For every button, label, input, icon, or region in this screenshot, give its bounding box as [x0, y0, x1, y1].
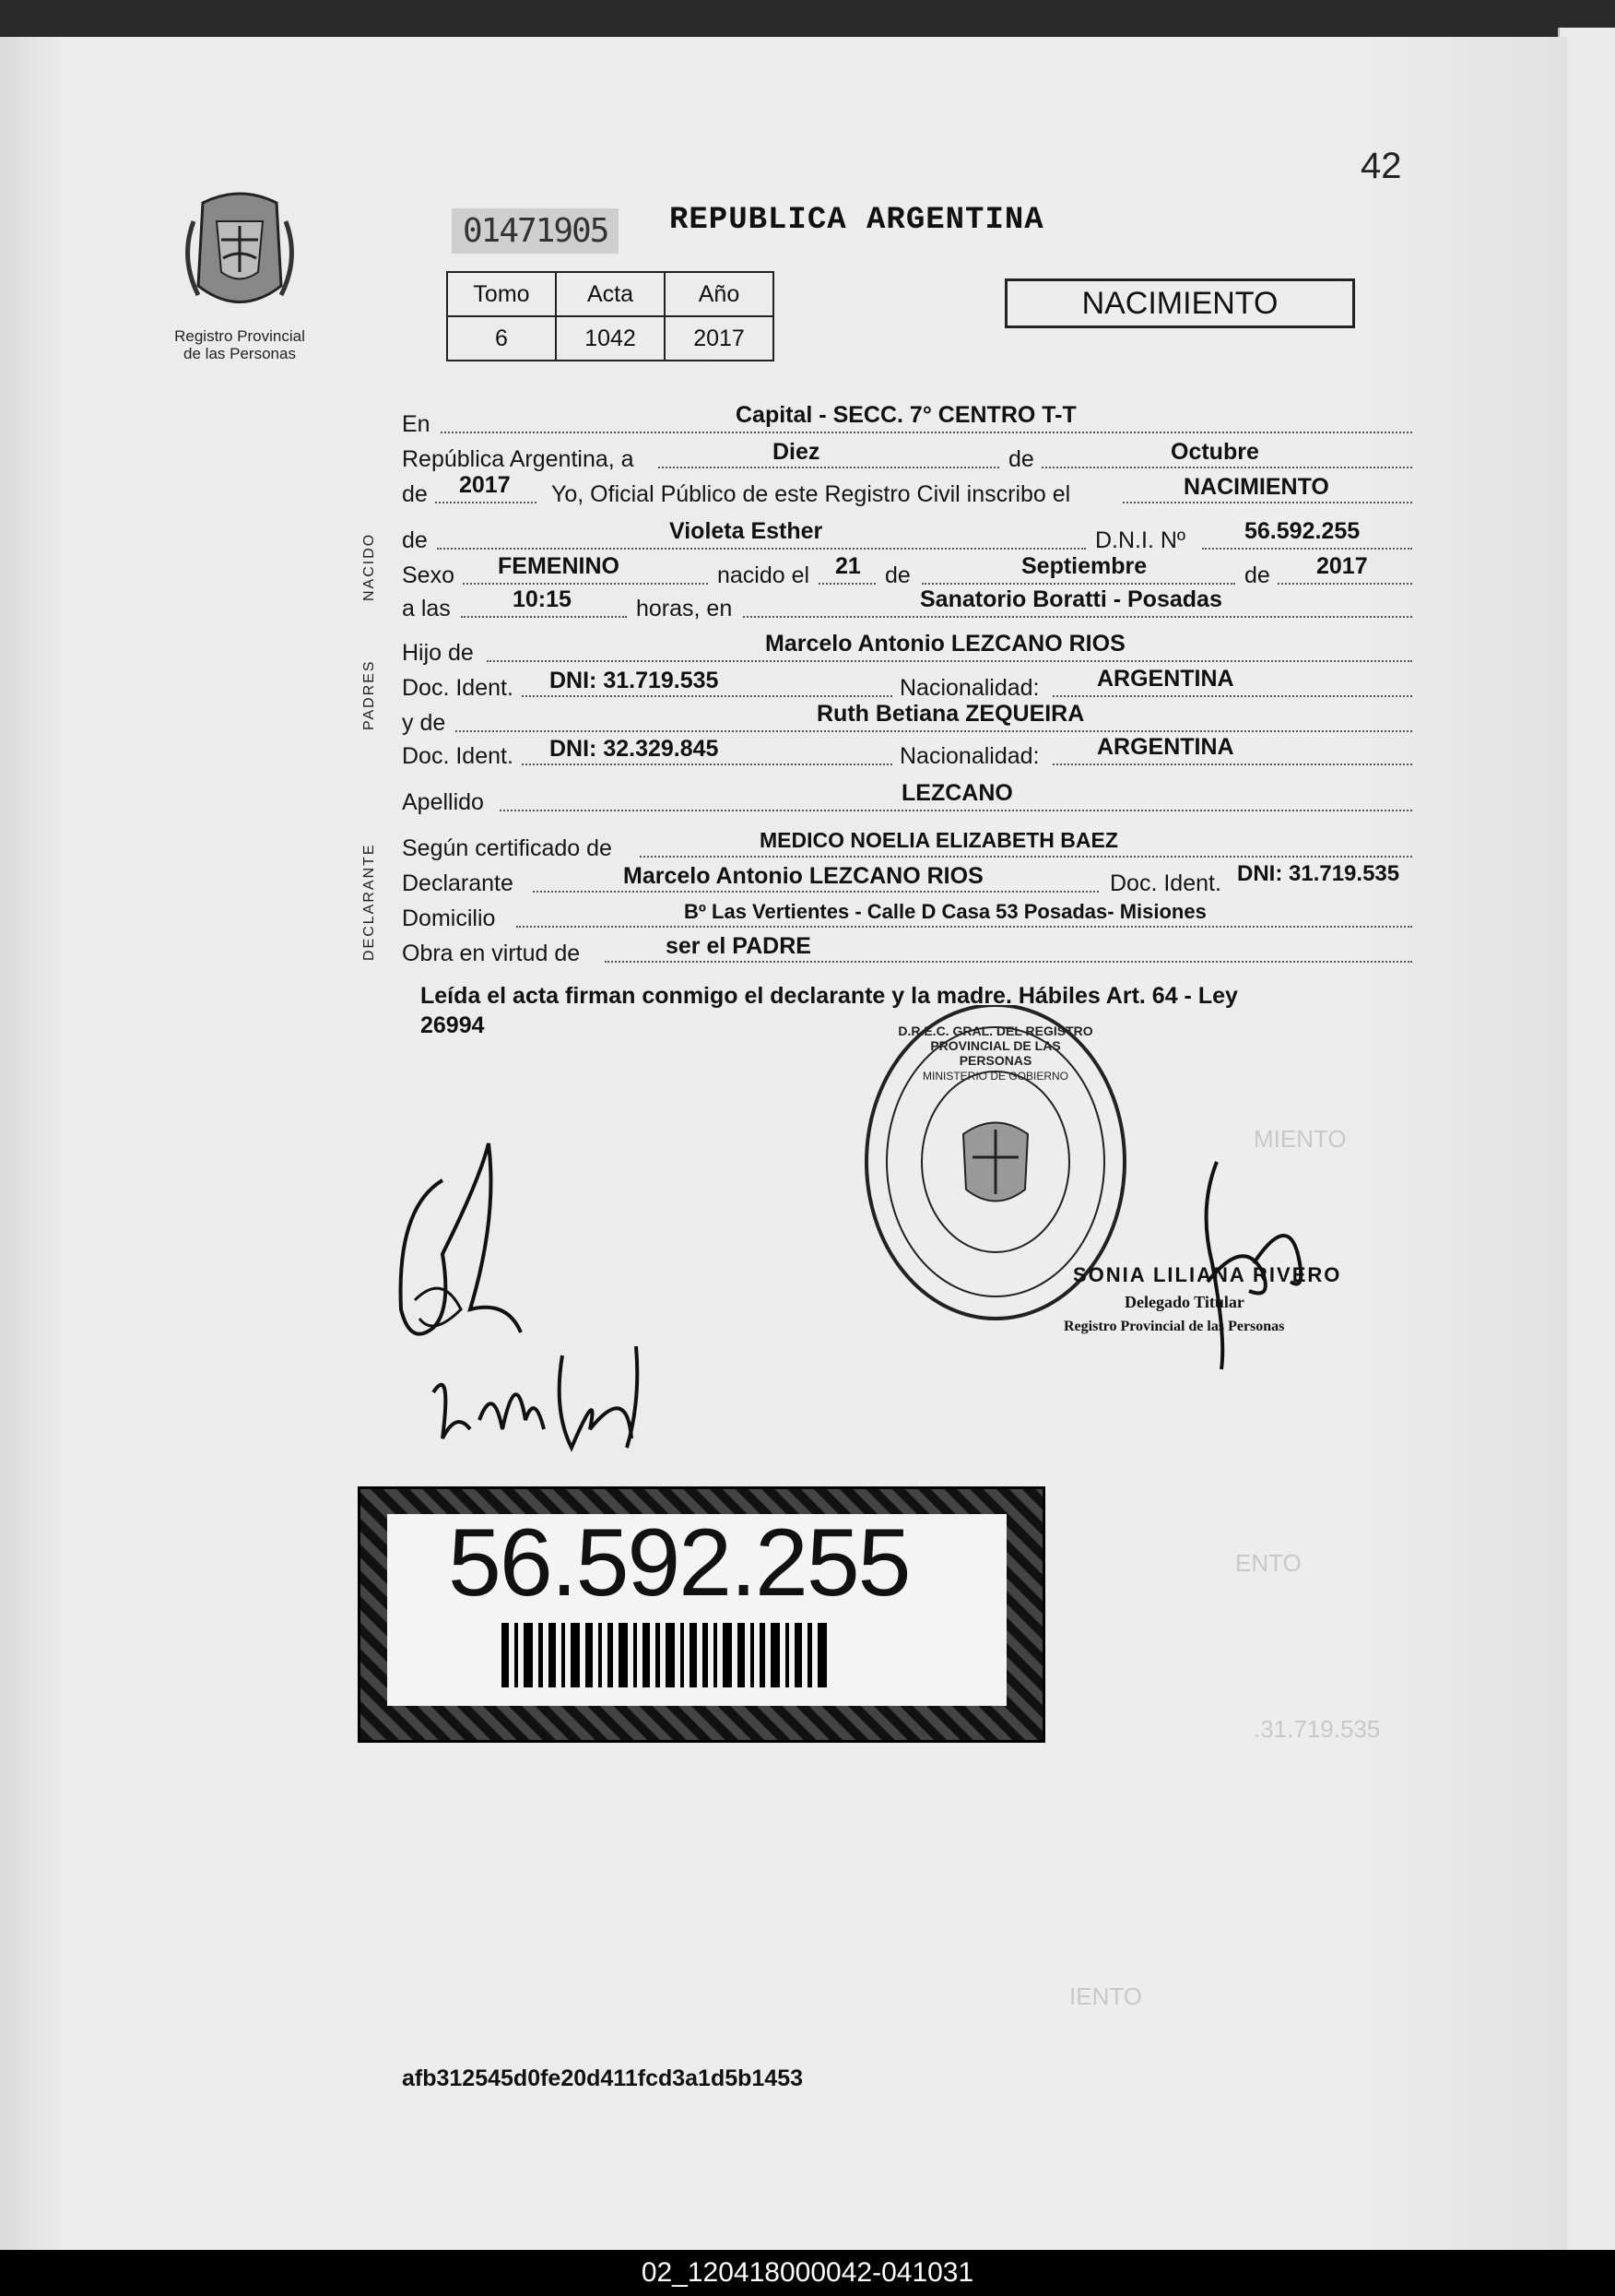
dotted-line: [1123, 502, 1412, 503]
field-birth-place: Sanatorio Boratti - Posadas: [920, 586, 1222, 612]
field-father-nationality: ARGENTINA: [1097, 666, 1234, 692]
label-nacido-el: nacido el: [717, 562, 810, 588]
dotted-line: [1278, 583, 1412, 585]
dotted-line: [743, 616, 1412, 618]
dotted-line: [463, 583, 708, 585]
label-hijo-de: Hijo de: [402, 640, 474, 666]
official-stamp: [857, 1005, 1134, 1342]
field-certificate-by: MEDICO NOELIA ELIZABETH BAEZ: [760, 828, 1118, 852]
table-header-tomo: Tomo: [447, 272, 556, 316]
field-birth-month: Septiembre: [1021, 553, 1148, 579]
field-act-type: NACIMIENTO: [1184, 474, 1329, 500]
label-obra-en-virtud: Obra en virtud de: [402, 941, 581, 966]
label-domicilio: Domicilio: [402, 905, 496, 931]
field-month: Octubre: [1171, 439, 1259, 465]
field-day: Diez: [772, 439, 820, 465]
logo-caption-line1: Registro Provincial: [174, 327, 305, 345]
field-mother-doc: DNI: 32.329.845: [549, 736, 719, 762]
label-dni-no: D.N.I. Nº: [1095, 527, 1186, 553]
closing-note-line2: 26994: [420, 1012, 485, 1038]
stamp-outer-text: D.R.E.C. GRAL. DEL REGISTRO PROVINCIAL DE LAS PERSONAS: [898, 1024, 1093, 1068]
dotted-line: [533, 891, 1099, 893]
official-title: Delegado Titular: [1125, 1293, 1244, 1311]
registry-logo: [166, 184, 313, 362]
section-label-padres: PADRES: [361, 659, 377, 730]
document-hash: afb312545d0fe20d411fcd3a1d5b1453: [402, 2065, 804, 2091]
official-name: SONIA LILIANA RIVERO: [1073, 1263, 1342, 1286]
coat-of-arms-icon: [166, 184, 313, 323]
field-address: Bº Las Vertientes - Calle D Casa 53 Posadas- Misiones: [684, 900, 1207, 923]
field-declarant-doc: DNI: 31.719.535: [1237, 861, 1400, 886]
section-label-declarante: DECLARANTE: [361, 843, 377, 961]
label-y-de: y de: [402, 710, 446, 736]
label-horas-en: horas, en: [636, 596, 733, 621]
dotted-line: [441, 432, 1412, 433]
bleed-through-text: IENTO: [1069, 1982, 1142, 2010]
field-by-virtue-of: ser el PADRE: [666, 933, 811, 959]
dotted-line: [1202, 548, 1412, 550]
label-apellido: Apellido: [402, 789, 484, 815]
table-value-tomo: 6: [447, 316, 556, 361]
section-label-nacido: NACIDO: [361, 532, 377, 601]
dotted-line: [461, 616, 627, 618]
label-de: de: [885, 562, 911, 588]
dotted-line: [658, 467, 999, 468]
field-declarant: Marcelo Antonio LEZCANO RIOS: [623, 863, 984, 889]
field-birth-day: 21: [835, 553, 861, 579]
dotted-line: [487, 660, 1412, 662]
serial-number: 01471905: [452, 208, 619, 254]
dotted-line: [1042, 467, 1412, 468]
field-year: 2017: [459, 472, 511, 498]
field-father-doc: DNI: 31.719.535: [549, 668, 719, 693]
field-mother-nationality: ARGENTINA: [1097, 734, 1234, 760]
bleed-through-text: ENTO: [1235, 1549, 1302, 1577]
table-value-ano: 2017: [665, 316, 773, 361]
dotted-line: [435, 502, 536, 503]
bleed-through-text: .31.719.535: [1254, 1715, 1381, 1743]
dotted-line: [522, 695, 892, 697]
field-mother-name: Ruth Betiana ZEQUEIRA: [817, 701, 1085, 727]
table-value-acta: 1042: [556, 316, 665, 361]
label-doc-ident: Doc. Ident.: [1110, 870, 1221, 896]
label-doc-ident: Doc. Ident.: [402, 675, 513, 701]
dotted-line: [500, 810, 1412, 811]
label-de: de: [402, 527, 428, 553]
dotted-line: [516, 926, 1412, 928]
closing-note-line1: Leída el acta firman conmigo el declarante y la madre. Hábiles Art. 64 - Ley: [420, 983, 1238, 1009]
page-number: 42: [1361, 146, 1402, 186]
logo-caption-line2: de las Personas: [183, 345, 296, 362]
label-declarante: Declarante: [402, 870, 513, 896]
field-name: Violeta Esther: [669, 518, 823, 544]
field-birth-year: 2017: [1316, 553, 1368, 579]
document-type-box: NACIMIENTO: [1005, 278, 1355, 328]
label-republica: República Argentina, a: [402, 446, 634, 472]
field-father-name: Marcelo Antonio LEZCANO RIOS: [765, 631, 1126, 657]
bleed-through-text: MIENTO: [1254, 1125, 1347, 1153]
dotted-line: [819, 583, 876, 585]
label-de: de: [402, 481, 428, 507]
stamp-inner-text: MINISTERIO DE GOBIERNO: [922, 1070, 1068, 1083]
label-sexo: Sexo: [402, 562, 454, 588]
dotted-line: [455, 730, 1412, 732]
dotted-line: [522, 763, 892, 765]
label-segun-certificado: Según certificado de: [402, 835, 612, 861]
country-title: REPUBLICA ARGENTINA: [669, 203, 1044, 238]
dotted-line: [1053, 763, 1412, 765]
label-de: de: [1244, 562, 1270, 588]
dotted-line: [640, 856, 1412, 858]
dotted-line: [605, 961, 1412, 963]
barcode-icon: [501, 1623, 832, 1687]
label-a-las: a las: [402, 596, 451, 621]
dotted-line: [922, 583, 1235, 585]
label-yo-oficial: Yo, Oficial Público de este Registro Civil inscribo el: [551, 481, 1071, 507]
table-header-acta: Acta: [556, 272, 665, 316]
label-nacionalidad: Nacionalidad:: [900, 743, 1040, 769]
footer-filename: 02_120418000042-041031: [0, 2250, 1615, 2296]
dni-sticker: [387, 1509, 1007, 1706]
label-doc-ident: Doc. Ident.: [402, 743, 513, 769]
label-de: de: [1008, 446, 1034, 472]
field-surname: LEZCANO: [902, 780, 1013, 806]
dotted-line: [1053, 695, 1412, 697]
field-sex: FEMENINO: [498, 553, 619, 579]
registry-table: [446, 271, 774, 361]
field-birth-time: 10:15: [513, 586, 572, 612]
label-nacionalidad: Nacionalidad:: [900, 675, 1040, 701]
field-place: Capital - SECC. 7° CENTRO T-T: [736, 402, 1077, 428]
sticker-number: 56.592.255: [448, 1509, 910, 1616]
field-dni: 56.592.255: [1244, 518, 1361, 544]
dotted-line: [437, 548, 1086, 550]
official-office: Registro Provincial de las Personas: [1064, 1319, 1285, 1334]
table-header-ano: Año: [665, 272, 773, 316]
mother-signature: [415, 1328, 654, 1466]
label-en: En: [402, 411, 430, 437]
